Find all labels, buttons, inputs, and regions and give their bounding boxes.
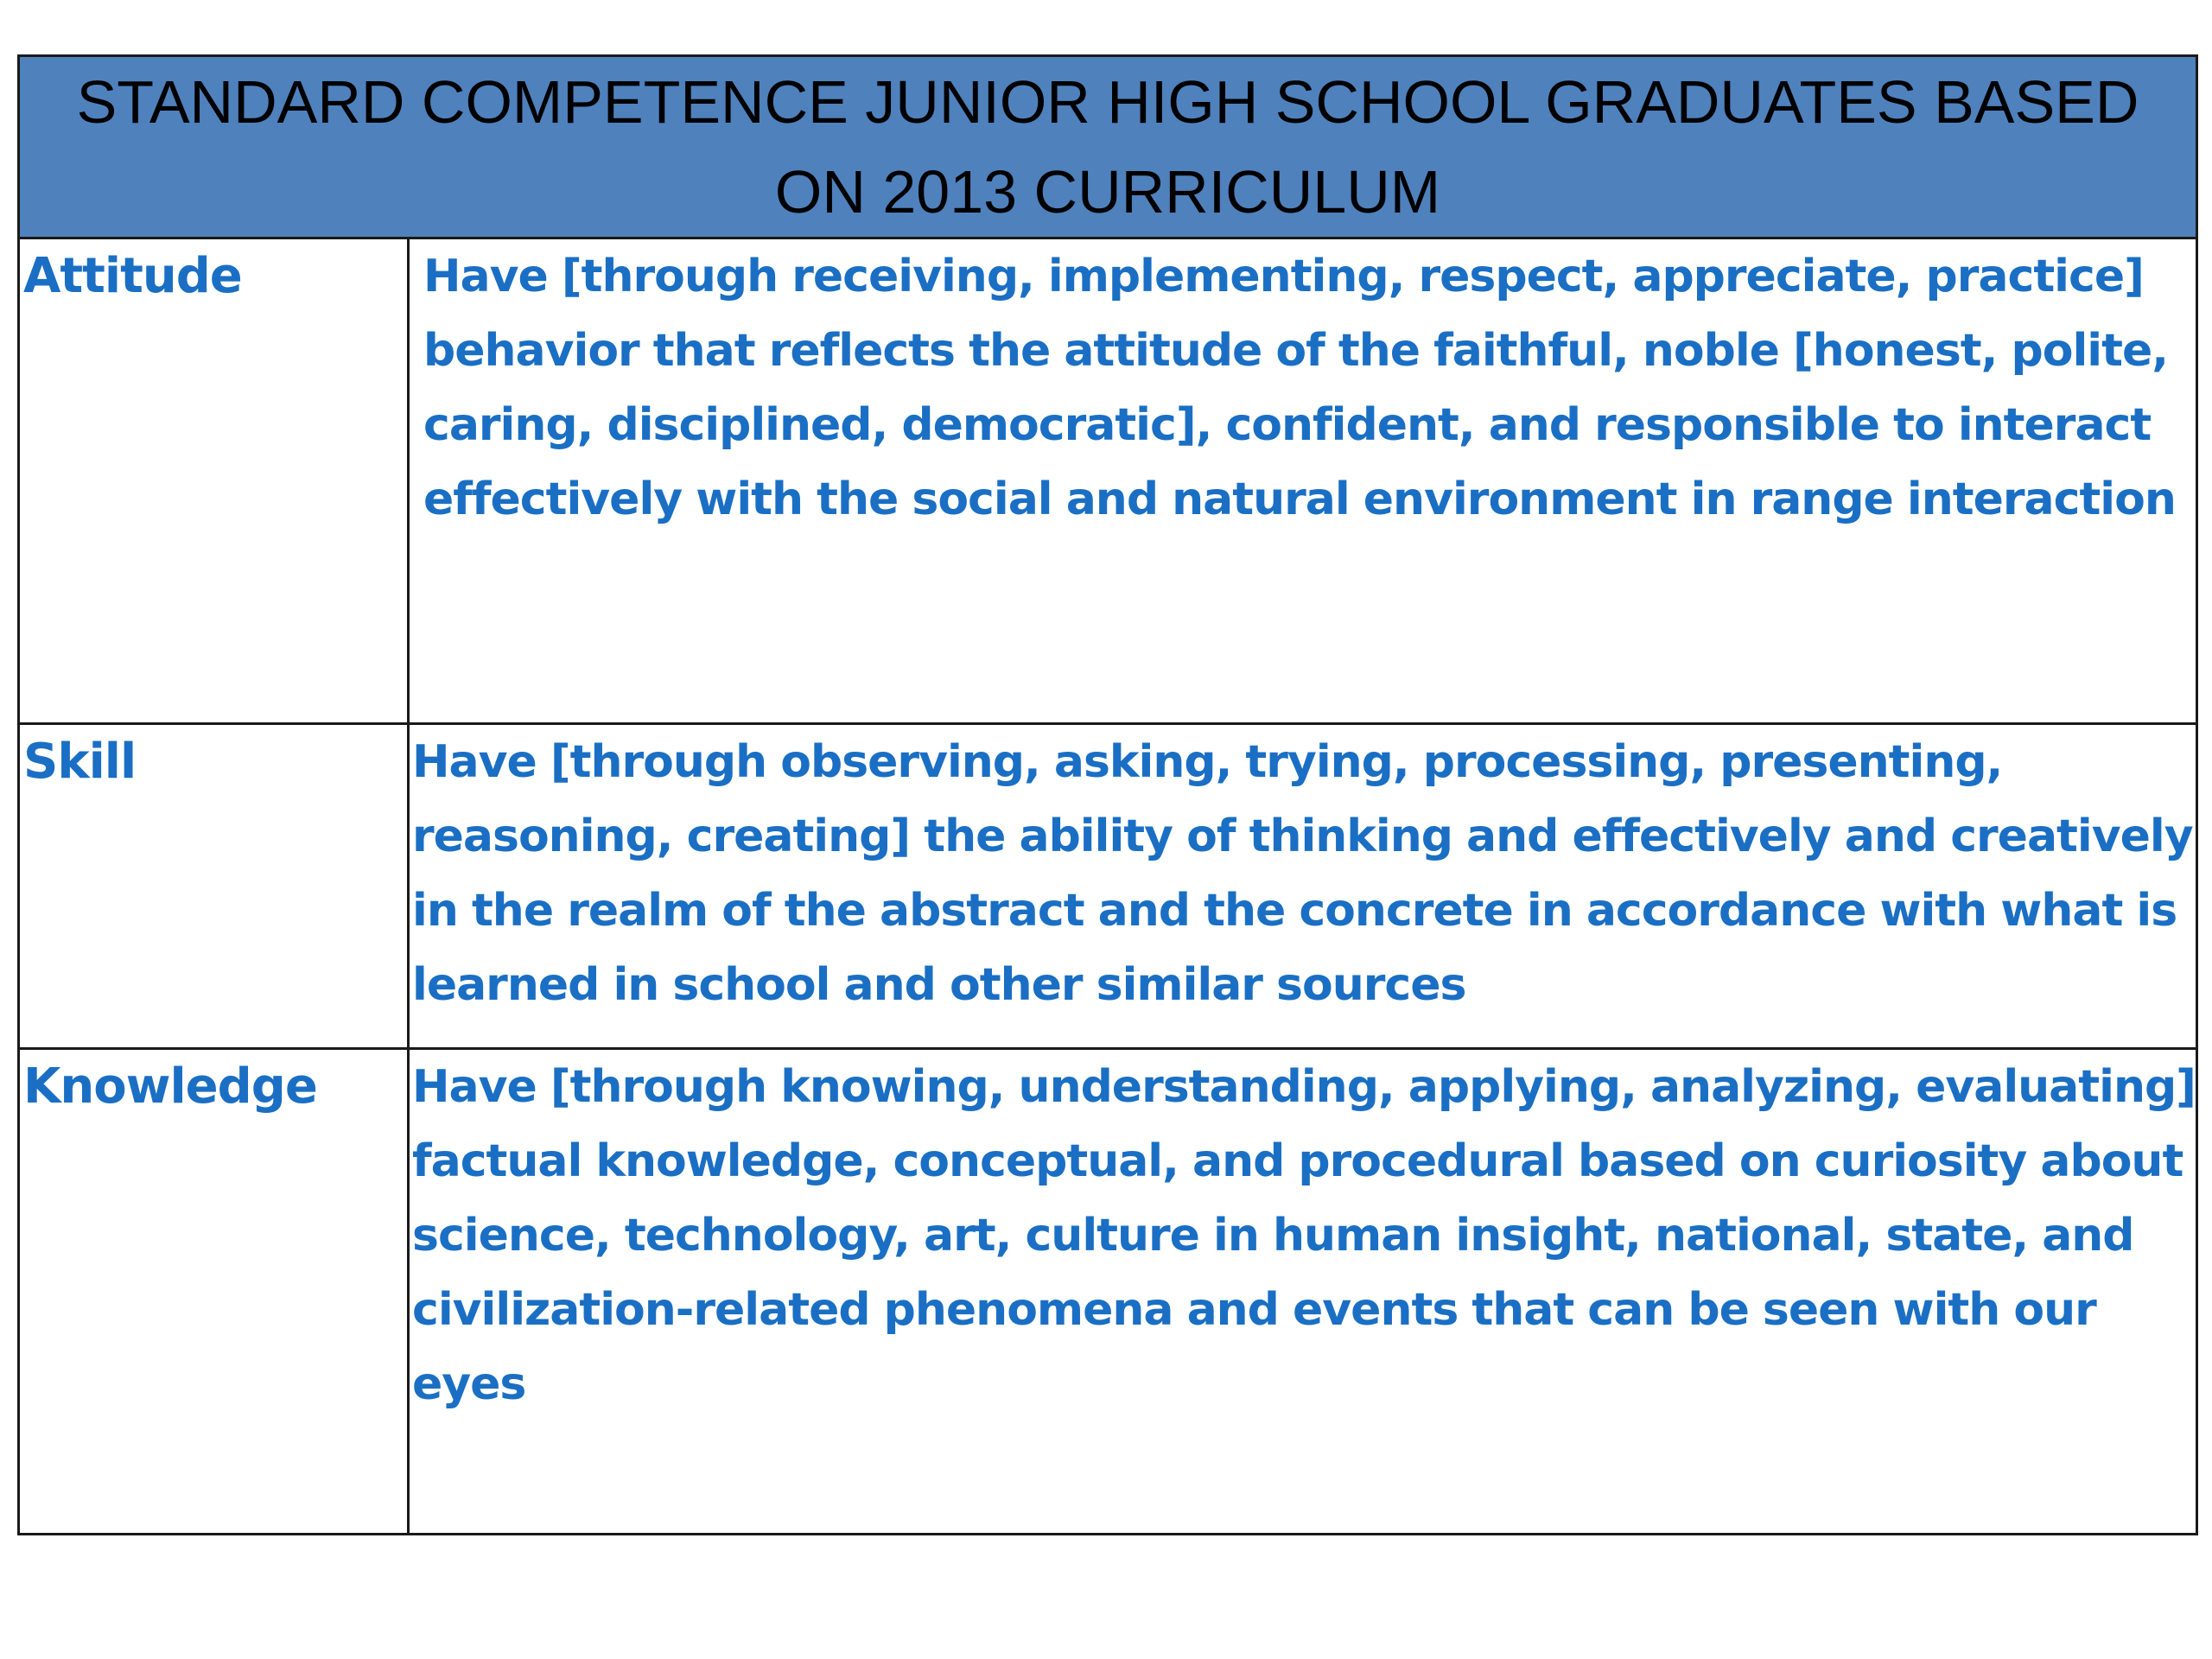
table-title: STANDARD COMPETENCE JUNIOR HIGH SCHOOL GRADUATES BASED ON 2013 CURRICULUM — [19, 56, 2197, 238]
table-row-skill — [19, 724, 2197, 1049]
table-row-attitude — [19, 238, 2197, 724]
table-header-row — [19, 56, 2197, 238]
row-label-attitude: Attitude — [19, 238, 409, 724]
row-description-attitude: Have [through receiving, implementing, respect, appreciate, practice] behavior that reflects the attitude of the faithful, noble [honest, polite, caring, disciplined, democratic], confident, and responsible to interact effectively with the social and natural environment in range interaction — [409, 238, 2197, 724]
table-row-knowledge — [19, 1049, 2197, 1535]
row-label-skill: Skill — [19, 724, 409, 1049]
row-description-skill: Have [through observing, asking, trying, processing, presenting, reasoning, creating] the ability of thinking and effectively and creatively in the realm of the abstract and the concrete in accordance with what is learned in school and other similar sources — [409, 724, 2197, 1049]
row-description-knowledge: Have [through knowing, understanding, applying, analyzing, evaluating] factual knowledge, conceptual, and procedural based on curiosity about science, technology, art, culture in human insight, national, state, and civilization-related phenomena and events that can be seen with our eyes — [409, 1049, 2197, 1535]
competence-table — [17, 54, 2198, 1535]
row-label-knowledge: Knowledge — [19, 1049, 409, 1535]
